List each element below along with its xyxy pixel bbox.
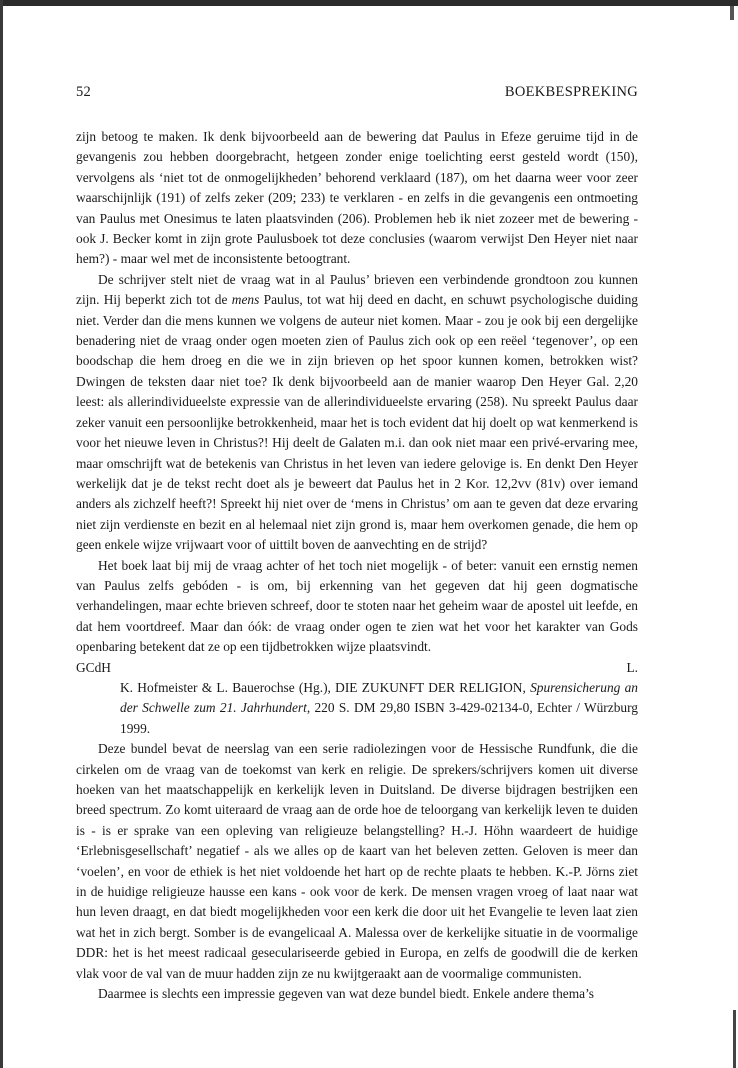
review1-signature-row (76, 658, 638, 678)
review1-paragraph-1: zijn betoog te maken. Ik denk bijvoorbeeld aan de bewering dat Paulus in Efeze geruime tijd in de gevangenis zou hebben doorgebracht, hetgeen zonder enige toelichting eerst gesteld wordt (150), vervolgens als ‘niet tot de onmogelijkheden’ behorend verklaard (187), om het daarna weer voor zeer waarschijnlijk (191) of zelfs zeker (209; 233) te verklaren - en zelfs in die gevangenis een ontmoeting van Paulus met Onesimus te laten plaatsvinden (206). Problemen heb ik niet zozeer met de bewering - ook J. Becker komt in zijn grote Paulusboek tot deze conclusies (waarom verwijst Den Heyer niet naar hem?) - maar wel met de inconsistente betoogtrant. (76, 129, 638, 267)
review2-heading-text-a: K. Hofmeister & L. Bauerochse (Hg.), DIE ZUKUNFT DER RELIGION, (120, 679, 531, 695)
scan-mark-right (730, 6, 734, 20)
scan-border-top (0, 0, 738, 6)
review2-heading-subtitle: Spurensicherung an der Schwelle zum 21. Jahrhundert (120, 679, 638, 716)
review2-heading-text-b: , 220 S. DM 29,80 ISBN 3-429-02134-0, Echter / Würzburg 1999. (120, 700, 638, 736)
reviewer-signature: L. (626, 659, 638, 675)
running-head: BOEKBESPREKING (504, 84, 638, 100)
reviewed-by-initials: GCdH (76, 659, 111, 675)
review1-paragraph-3: Het boek laat bij mij de vraag achter of het toch niet mogelijk - of beter: vanuit een ernstig nemen van Paulus zelfs gebóden - is om, bij erkenning van het gegeven dat hij geen dogmatische verhandelingen, maar echte brieven schreef, door te stoten naar het geheim waar de apostel uit leefde, en dat hem voortdreef. Maar dan óók: de vraag onder ogen te zien wat het voor het karakter van Gods openbaring betekent dat ze op een tijdbetrokken wijze plaatsvindt. (76, 557, 638, 655)
review1-paragraph-2-emphasis: mens (231, 292, 260, 308)
review2-bibliographic-heading (76, 678, 638, 739)
scan-mark-bottom (733, 1010, 736, 1068)
review1-paragraph-2 (76, 270, 638, 556)
scan-border-left (0, 0, 3, 1068)
review2-paragraph-1: Deze bundel bevat de neerslag van een serie radiolezingen voor de Hessische Rundfunk, die die cirkelen om de vraag van de toekomst van kerk en religie. De sprekers/schrijvers komen uit diverse hoeken van het maatschappelijk en kerkelijk leven in Duitsland. De diverse bijdragen bestrijken een breed spectrum. Zo komt uiteraard de vraag aan de orde hoe de teloorgang van kerkelijk leven te duiden is - is er sprake van een opleving van religieuze belangstelling? H.-J. Höhn waardeert de huidige ‘Erlebnisgesellschaft’ negatief - als we alles op de kaart van het beleven zetten. Geloven is meer dan ‘voelen’, en voor de ethiek is het niet voldoende het hart op de rechte plaats te hebben. K.-P. Jörns ziet in de huidige religieuze hausse een kans - ook voor de kerk. De mensen vragen vroeg of laat naar wat hun leven draagt, en dat biedt mogelijkheden voor een kerk die door uit het Evangelie te leven laat zien wat het in zich bergt. Somber is de evangelicaal A. Malessa over de kerkelijke situatie in de voormalige DDR: het is het meest radicaal geseculariseerde gebied in Europa, en zelfs de goodwill die de kerken vlak voor de val van de muur hadden zijn ze nu kwijtgeraakt aan de voormalige communisten. (76, 741, 638, 981)
page-header (76, 84, 638, 104)
review1-paragraph-2-text-a: De schrijver stelt niet de vraag wat in al Paulus’ brieven een verbindende grondtoon zou kunnen zijn. Hij beperkt zich tot de (76, 271, 638, 308)
page-body (76, 127, 638, 1004)
page-number: 52 (76, 84, 91, 100)
review1-paragraph-2-text-b: Paulus, tot wat hij deed en dacht, en schuwt psychologische duiding niet. Verder dan die mens kunnen we volgens de auteur niet komen. Maar - zou je ook bij een dergelijke benadering niet de vraag onder ogen moeten zien of Paulus zich ook op een reëel ‘tegenover’, op een boodschap die hem droeg en die we in zijn brieven op het spoor kunnen komen, betrokken wist? Dwingen de teksten daar niet toe? Ik denk bijvoorbeeld aan de manier waarop Den Heyer Gal. 2,20 leest: als allerindividueelste expressie van de allerindividueelste ervaring (258). Nu spreekt Paulus daar zeker vanuit een persoonlijke betrokkenheid, maar het is toch evident dat hij doelt op wat kenmerkend is voor het nieuwe leven in Christus?! Hij deelt de Galaten m.i. dan ook niet maar een privé-ervaring mee, maar omschrijft wat de betekenis van Christus in het leven van iedere gelovige is. En denkt Den Heyer werkelijk dat je de tekst recht doet als je beweert dat Paulus het in 2 Kor. 12,2vv (81v) over iemand anders als zichzelf heeft?! Spreekt hij niet over de ‘mens in Christus’ om aan te geven dat deze ervaring niet zijn verdienste en bezit en al helemaal niet zijn grond is, maar hem overkomen genade, die hem op geen enkele wijze vrijwaart voor of uittilt boven de aanvechting en de strijd? (76, 292, 639, 553)
review2-paragraph-2: Daarmee is slechts een impressie gegeven van wat deze bundel biedt. Enkele andere thema’s (98, 986, 594, 1002)
